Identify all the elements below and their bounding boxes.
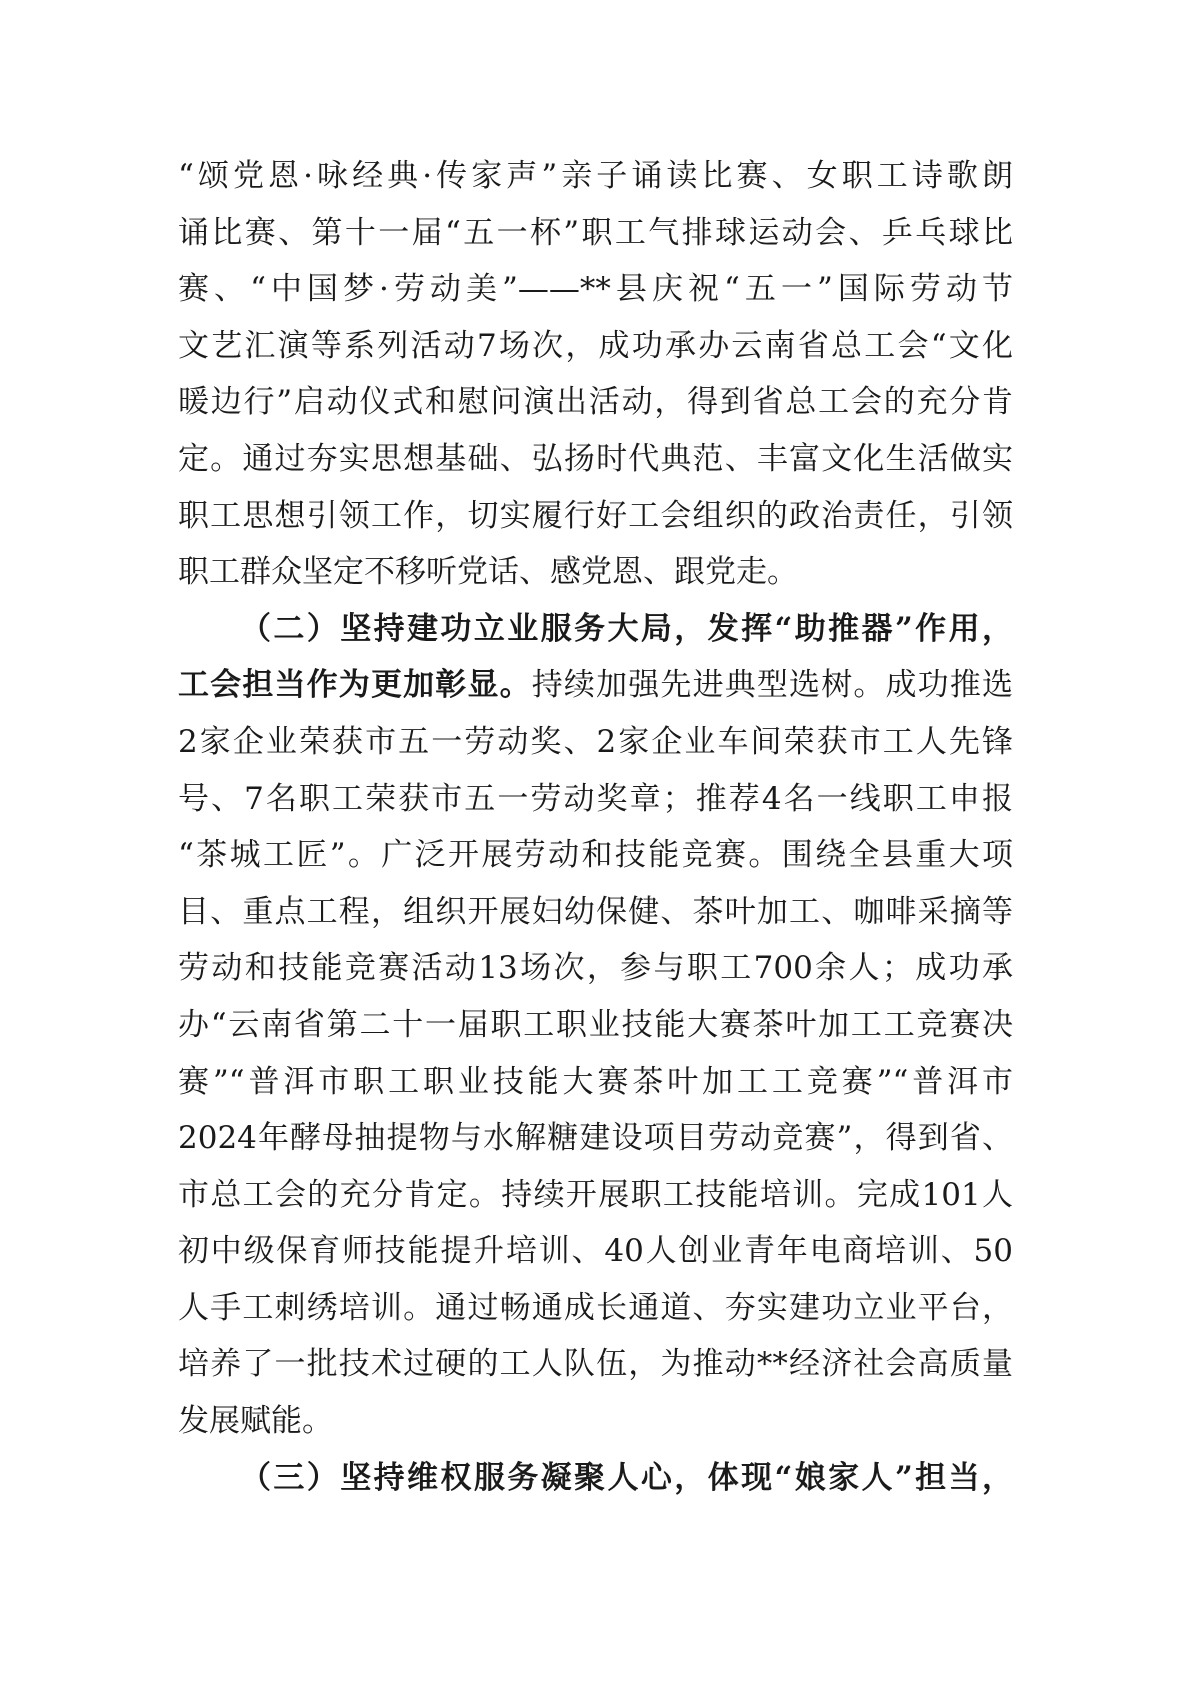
text-line: 暖边行”启动仪式和慰问演出活动，得到省总工会的充分肯 <box>178 384 1013 421</box>
text-line: “颂党恩·咏经典·传家声”亲子诵读比赛、女职工诗歌朗 <box>178 158 1013 194</box>
text-line: 赛、“中国梦·劳动美”——**县庆祝“五一”国际劳动节 <box>178 271 1013 308</box>
text-line: 培养了一批技术过硬的工人队伍，为推动**经济社会高质量 <box>178 1346 1013 1383</box>
text-line: 2家企业荣获市五一劳动奖、2家企业车间荣获市工人先锋 <box>178 723 1013 760</box>
text-line: 职工群众坚定不移听党话、感党恩、跟党走。 <box>178 554 798 591</box>
text-line: 目、重点工程，组织开展妇幼保健、茶叶加工、咖啡采摘等 <box>178 893 1013 930</box>
text-line: 办“云南省第二十一届职工职业技能大赛茶叶加工工竞赛决 <box>178 1006 1013 1043</box>
paragraph-2 <box>178 601 1013 1450</box>
text-line <box>178 657 1013 714</box>
paragraph-1 <box>178 148 1013 601</box>
text-line: 发展赋能。 <box>178 1403 333 1440</box>
text-line: “茶城工匠”。广泛开展劳动和技能竞赛。围绕全县重大项 <box>178 837 1013 874</box>
text-line: 初中级保育师技能提升培训、40人创业青年电商培训、50 <box>178 1233 1013 1270</box>
section-heading-2-continued: 工会担当作为更加彰显。 <box>178 667 532 704</box>
text-span: 持续加强先进典型选树。成功推选 <box>531 667 1014 704</box>
text-line: 定。通过夯实思想基础、弘扬时代典范、丰富文化生活做实 <box>178 440 1013 477</box>
text-line: 赛”“普洱市职工职业技能大赛茶叶加工工竞赛”“普洱市 <box>178 1063 1013 1100</box>
text-line: 市总工会的充分肯定。持续开展职工技能培训。完成101人 <box>178 1176 1013 1213</box>
text-line: 职工思想引领工作，切实履行好工会组织的政治责任，引领 <box>178 497 1013 534</box>
text-line: 人手工刺绣培训。通过畅通成长通道、夯实建功立业平台， <box>178 1289 1013 1326</box>
document-body <box>178 148 1013 1506</box>
text-line: 号、7名职工荣获市五一劳动奖章；推荐4名一线职工申报 <box>178 780 1013 817</box>
text-line: 2024年酵母抽提物与水解糖建设项目劳动竞赛”，得到省、 <box>178 1120 1013 1157</box>
paragraph-3 <box>178 1450 1013 1507</box>
text-line: 诵比赛、第十一届“五一杯”职工气排球运动会、乒乓球比 <box>178 214 1013 251</box>
text-line: 文艺汇演等系列活动7场次，成功承办云南省总工会“文化 <box>178 327 1013 364</box>
section-heading-2: （二）坚持建功立业服务大局，发挥“助推器”作用， <box>240 610 1013 647</box>
text-line: 劳动和技能竞赛活动13场次，参与职工700余人；成功承 <box>178 950 1013 987</box>
section-heading-3: （三）坚持维权服务凝聚人心，体现“娘家人”担当， <box>240 1459 1013 1496</box>
